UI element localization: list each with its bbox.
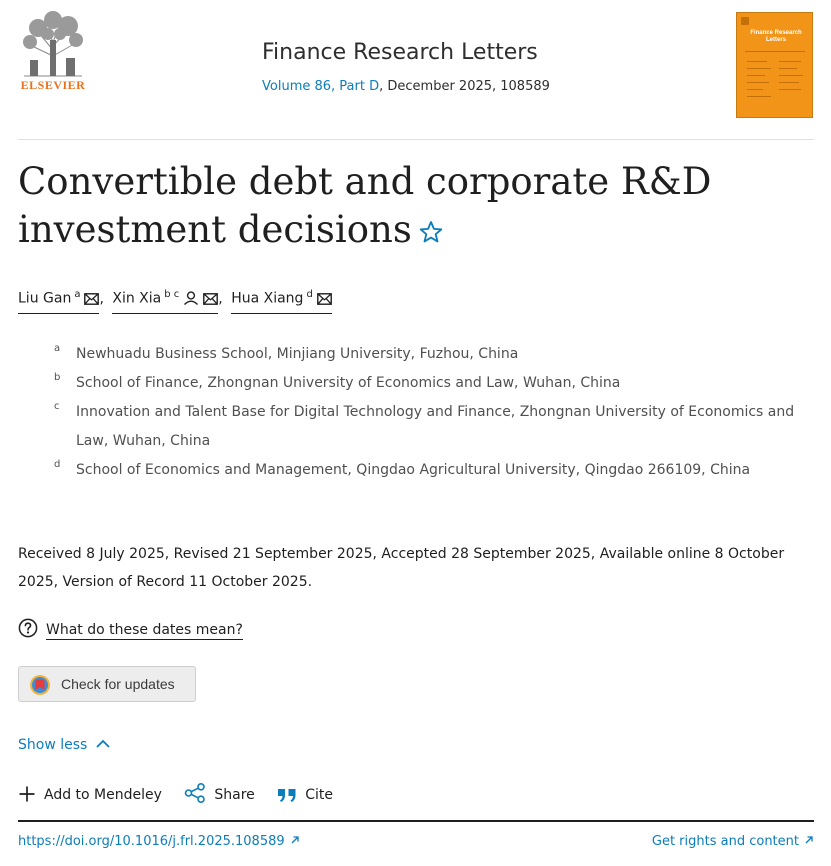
elsevier-wordmark: ELSEVIER [20, 78, 86, 92]
add-to-mendeley-label: Add to Mendeley [44, 787, 162, 803]
author-link-xin-xia[interactable] [112, 284, 218, 314]
cover-text-line [779, 89, 801, 90]
affiliation-item [50, 369, 810, 398]
author-link-hua-xiang[interactable] [231, 284, 332, 314]
volume-link[interactable]: Volume 86, Part D [262, 79, 380, 94]
cite-label: Cite [305, 787, 334, 803]
section-divider [18, 820, 814, 822]
share-icon [184, 783, 206, 807]
cover-text-line [747, 82, 769, 83]
affiliation-mark: c [54, 401, 60, 412]
affiliation-mark: a [54, 343, 61, 354]
affiliation-marker: a [74, 289, 81, 300]
journal-cover-thumbnail[interactable] [736, 12, 813, 118]
envelope-icon [317, 290, 332, 312]
affiliation-marker: b c [164, 289, 180, 300]
dates-help-text: What do these dates mean? [46, 622, 243, 638]
cover-text-line [747, 61, 767, 62]
author-link-liu-gan[interactable] [18, 284, 99, 314]
cover-text-line [747, 75, 765, 76]
plus-icon [18, 785, 36, 807]
chevron-up-icon [95, 736, 111, 756]
article-title-text: Convertible debt and corporate R&D investment decisions [18, 160, 712, 251]
quote-icon [277, 787, 297, 807]
author-separator: , [99, 290, 104, 307]
affiliation-item [50, 398, 810, 456]
dates-help-link[interactable] [18, 618, 243, 644]
external-link-icon [290, 834, 300, 849]
check-for-updates-button[interactable] [18, 666, 196, 702]
article-header [0, 0, 831, 140]
affiliation-text: Innovation and Talent Base for Digital Technology and Finance, Zhongnan University of Economics and Law, Wuhan, China [76, 404, 795, 449]
cover-text-line [779, 75, 803, 76]
article-title [18, 158, 798, 257]
person-icon [183, 290, 199, 312]
cover-text-line [779, 61, 801, 62]
author-name: Hua Xiang [231, 290, 304, 307]
cover-publisher-mark [741, 17, 749, 25]
external-link-icon [804, 834, 814, 849]
affiliation-item [50, 340, 810, 369]
cover-divider [745, 51, 805, 52]
affiliation-text: Newhuadu Business School, Minjiang University, Fuzhou, China [76, 346, 519, 362]
affiliation-list [50, 340, 810, 485]
journal-title[interactable]: Finance Research Letters [262, 40, 538, 65]
get-rights-link[interactable] [652, 834, 814, 849]
add-to-mendeley-button[interactable] [18, 785, 162, 807]
doi-link[interactable] [18, 834, 300, 849]
crossmark-icon [29, 674, 51, 699]
show-less-label: Show less [18, 737, 88, 753]
cite-button[interactable] [277, 787, 333, 807]
issue-info [262, 79, 550, 94]
cover-text-line [779, 68, 797, 69]
show-less-toggle[interactable] [18, 736, 111, 756]
share-label: Share [214, 787, 255, 803]
author-name: Liu Gan [18, 290, 72, 307]
cover-title: Finance Research Letters [750, 30, 802, 43]
author-separator: , [218, 290, 223, 307]
cover-text-line [779, 82, 799, 83]
doi-text: https://doi.org/10.1016/j.frl.2025.108589 [18, 834, 285, 849]
issue-date: , December 2025, 108589 [379, 79, 550, 94]
share-button[interactable] [184, 783, 254, 807]
affiliation-text: School of Economics and Management, Qingdao Agricultural University, Qingdao 266109, China [76, 462, 751, 478]
article-actions [18, 783, 351, 809]
affiliation-mark: b [54, 372, 61, 383]
star-outline-icon[interactable] [418, 209, 444, 257]
cover-text-line [747, 68, 771, 69]
cover-text-line [747, 89, 763, 90]
author-list [18, 284, 332, 314]
affiliation-text: School of Finance, Zhongnan University of Economics and Law, Wuhan, China [76, 375, 621, 391]
author-name: Xin Xia [112, 290, 162, 307]
affiliation-marker: d [306, 289, 313, 300]
envelope-icon [84, 290, 99, 312]
article-history-dates: Received 8 July 2025, Revised 21 September 2025, Accepted 28 September 2025, Available online 8 October 2025, Version of Record 11 October 2025. [18, 546, 785, 590]
question-circle-icon [18, 618, 38, 642]
get-rights-text: Get rights and content [651, 834, 799, 849]
cover-text-line [747, 96, 771, 97]
affiliation-item [50, 456, 810, 485]
check-for-updates-label: Check for updates [61, 676, 175, 692]
envelope-icon [203, 290, 218, 312]
header-divider [18, 139, 814, 140]
affiliation-mark: d [54, 459, 61, 470]
